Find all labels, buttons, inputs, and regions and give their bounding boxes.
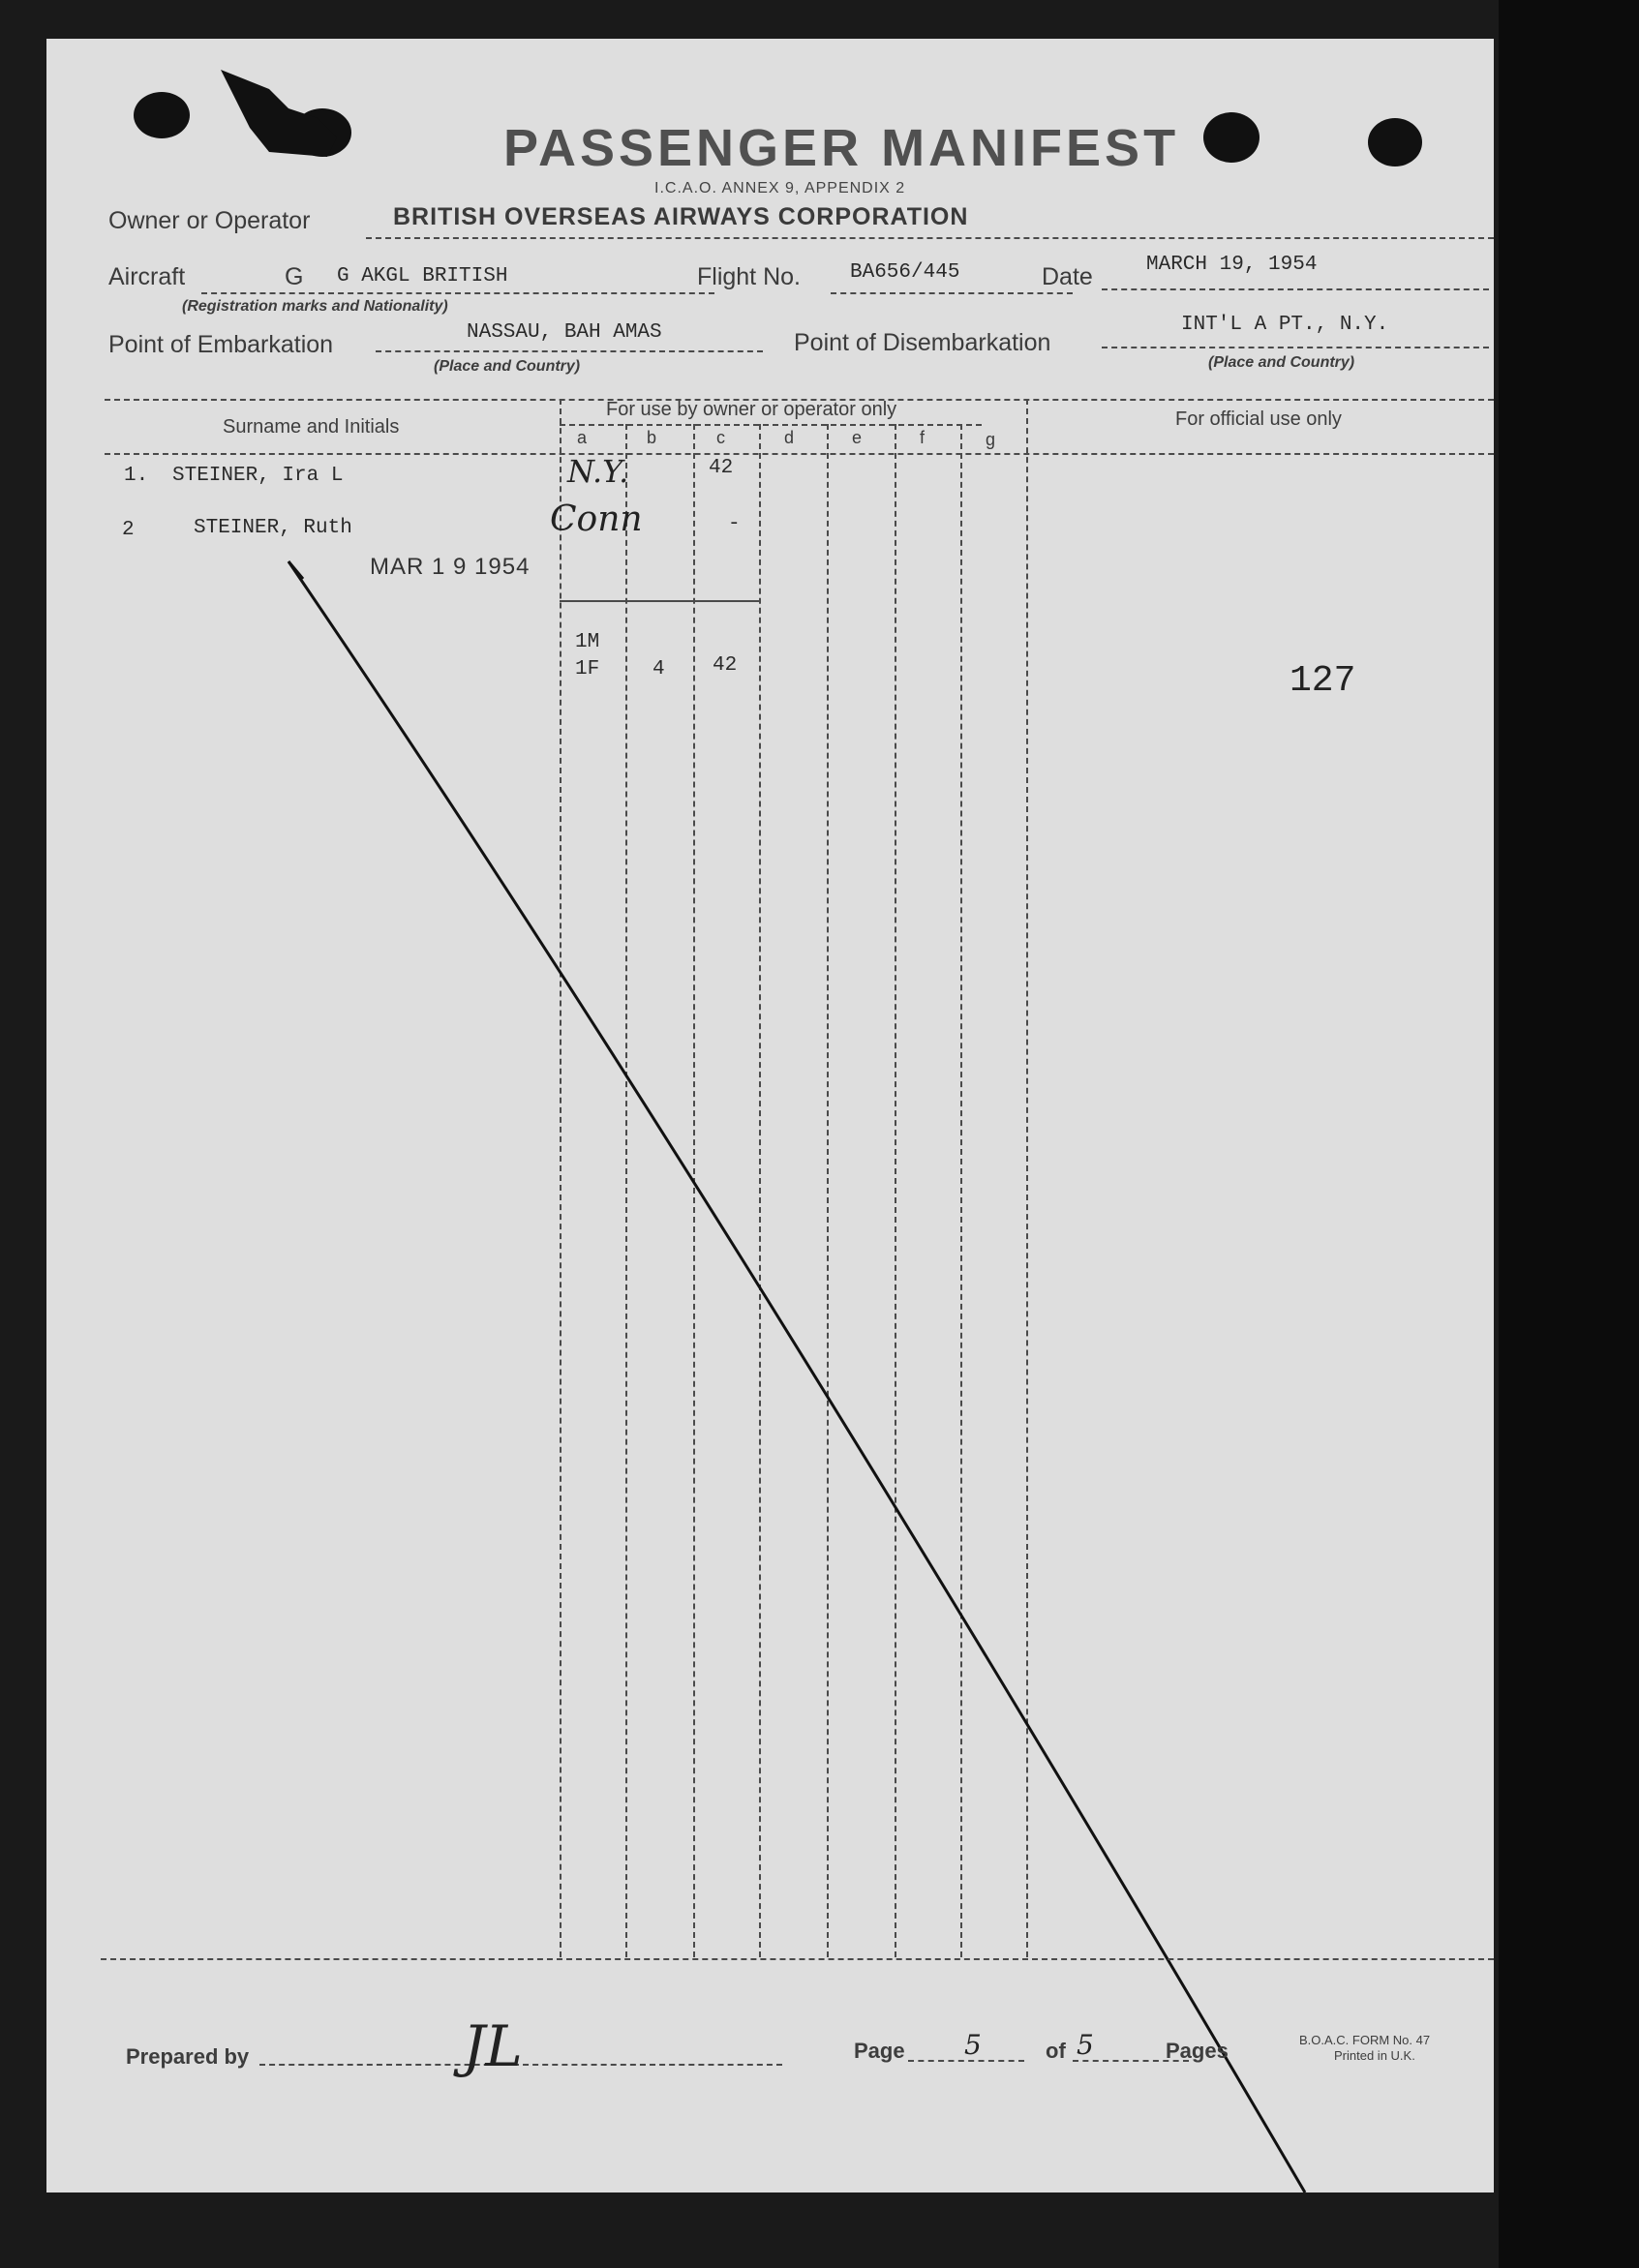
form-number: B.O.A.C. FORM No. 47 (1299, 2033, 1431, 2047)
col-surname-header: Surname and Initials (223, 416, 400, 438)
flight-value: BA656/445 (850, 261, 960, 284)
manifest-paper (46, 39, 1494, 2192)
received-date-stamp: MAR 1 9 1954 (370, 554, 531, 580)
date-value: MARCH 19, 1954 (1146, 254, 1318, 276)
row-2-number: 2 (122, 519, 135, 541)
disembark-label: Point of Disembarkation (794, 329, 1051, 356)
scan-dark-border (1499, 0, 1639, 2268)
of-label: of (1046, 2039, 1066, 2063)
sub-col-g: g (986, 430, 996, 449)
total-col-c: 42 (713, 654, 738, 677)
sub-col-c: c (716, 428, 725, 447)
owner-label: Owner or Operator (108, 207, 311, 234)
owner-value: BRITISH OVERSEAS AIRWAYS CORPORATION (393, 203, 969, 230)
row-1-col-c: 42 (709, 457, 734, 479)
form-title: PASSENGER MANIFEST (503, 119, 1180, 177)
row-1-name: STEINER, Ira L (172, 465, 344, 487)
row-1-col-a-handwritten: N.Y. (567, 453, 629, 490)
col-official-header: For official use only (1175, 408, 1342, 430)
col-owner-header: For use by owner or operator only (606, 399, 897, 420)
sub-col-b: b (647, 428, 657, 447)
pages-label: Pages (1166, 2039, 1229, 2063)
aircraft-note: (Registration marks and Nationality) (182, 298, 448, 315)
sub-col-e: e (852, 428, 863, 447)
total-col-a-male: 1M (575, 631, 600, 653)
form-printed-note: Printed in U.K. (1334, 2048, 1415, 2063)
official-number: 127 (1290, 660, 1356, 702)
page-label: Page (854, 2039, 905, 2063)
date-label: Date (1042, 263, 1093, 290)
aircraft-value: G AKGL BRITISH (337, 265, 508, 287)
prepared-by-label: Prepared by (126, 2044, 250, 2069)
row-2-name: STEINER, Ruth (194, 517, 352, 539)
page-number: 5 (964, 2029, 982, 2061)
sub-col-a: a (577, 428, 588, 447)
footer-top-border (101, 1958, 1494, 1960)
sub-col-d: d (784, 428, 795, 447)
total-col-a-female: 1F (575, 658, 600, 680)
row-2-col-a-handwritten: Conn (550, 499, 643, 539)
embark-value: NASSAU, BAH AMAS (467, 321, 662, 344)
disembark-value: INT'L A PT., N.Y. (1181, 314, 1389, 336)
flight-label: Flight No. (697, 263, 801, 290)
aircraft-prefix: G (285, 263, 304, 290)
embark-note: (Place and Country) (434, 358, 581, 375)
row-2-col-c: - (728, 513, 741, 535)
sub-col-f: f (920, 428, 926, 447)
embark-label: Point of Embarkation (108, 331, 334, 358)
form-subtitle: I.C.A.O. ANNEX 9, APPENDIX 2 (654, 180, 906, 197)
total-col-b: 4 (653, 658, 665, 680)
disembark-note: (Place and Country) (1208, 354, 1355, 371)
row-1-number: 1. (124, 465, 149, 487)
preparer-signature: JL (463, 2013, 523, 2079)
page-total: 5 (1077, 2029, 1094, 2061)
cancellation-line (46, 39, 1494, 2192)
aircraft-label: Aircraft (108, 263, 186, 290)
